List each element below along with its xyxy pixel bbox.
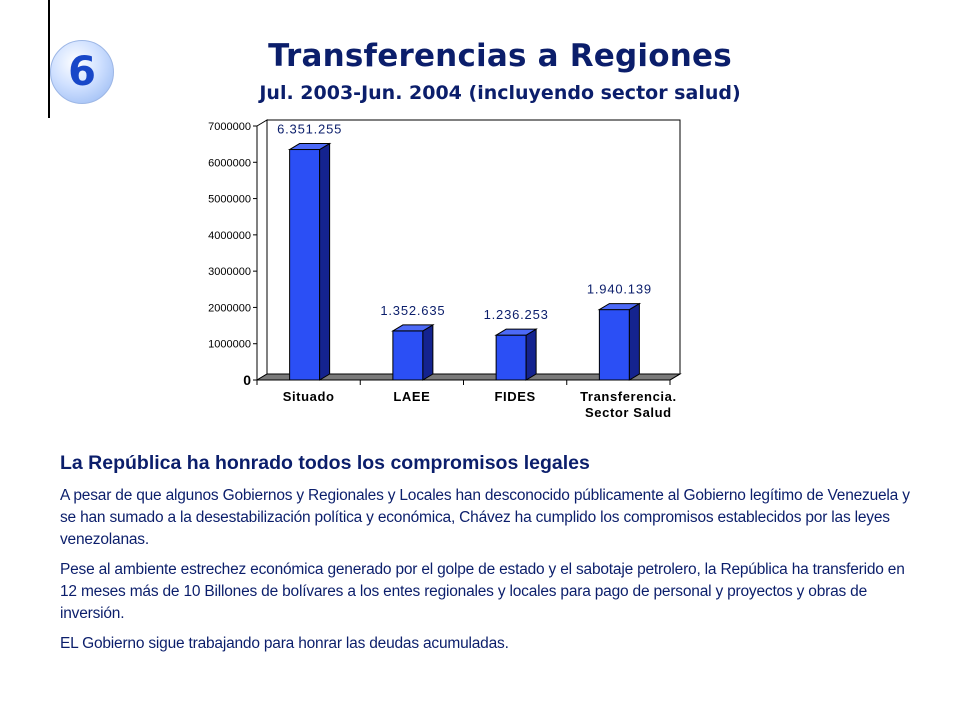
bar-front [290,150,320,380]
bar-side [320,144,330,380]
x-category-label: Situado [282,389,335,404]
slide-subtitle: Jul. 2003-Jun. 2004 (incluyendo sector salud) [259,82,741,104]
bar-side [629,304,639,380]
x-category-label: Transferencia. [580,389,677,404]
slide-title: Transferencias a Regiones [268,38,732,74]
body-text [60,452,920,663]
y-tick-label: 2000000 [208,302,251,315]
slide-number: 6 [68,49,96,95]
bar-data-label: 6.351.255 [277,121,343,137]
plot-side-wall [257,120,267,380]
bar-chart [180,110,740,435]
bar-front [599,310,629,380]
body-paragraph-1: A pesar de que algunos Gobiernos y Regionales y Locales han desconocido públicamente al Gobierno legítimo de Venezuela y se han sumado a la desestabilización política y económica, Chávez ha cumplido los compromisos establecidos por las leyes venezolanas. [60,487,910,548]
bar-data-label: 1.236.253 [483,307,549,323]
x-category-label: FIDES [494,389,536,404]
y-tick-label: 6000000 [208,157,251,170]
y-tick-label: 4000000 [208,229,251,242]
y-tick-label: 0 [243,372,251,388]
body-paragraph-2: Pese al ambiente estrechez económica generado por el golpe de estado y el sabotaje petrolero, la República ha transferido en 12 meses más de 10 Billones de bolívares a los entes regionales y locales para pago de personal y proyectos y obras de inversión. [60,561,905,622]
body-paragraph-3: EL Gobierno sigue trabajando para honrar las deudas acumuladas. [60,635,509,652]
y-tick-label: 1000000 [208,338,251,351]
y-tick-label: 7000000 [208,121,251,133]
x-category-label: Sector Salud [585,405,672,420]
bar-data-label: 1.352.635 [380,302,446,318]
slide-number-badge [50,40,114,104]
bar-data-label: 1.940.139 [586,281,652,297]
bar-side [526,329,536,380]
body-heading: La República ha honrado todos los compromisos legales [60,452,590,474]
bar-side [423,325,433,380]
bar-front [496,335,526,380]
y-tick-label: 5000000 [208,193,251,206]
x-category-label: LAEE [393,389,431,404]
bar-front [393,331,423,380]
decorative-vertical-line [48,0,50,118]
y-tick-label: 3000000 [208,266,251,279]
